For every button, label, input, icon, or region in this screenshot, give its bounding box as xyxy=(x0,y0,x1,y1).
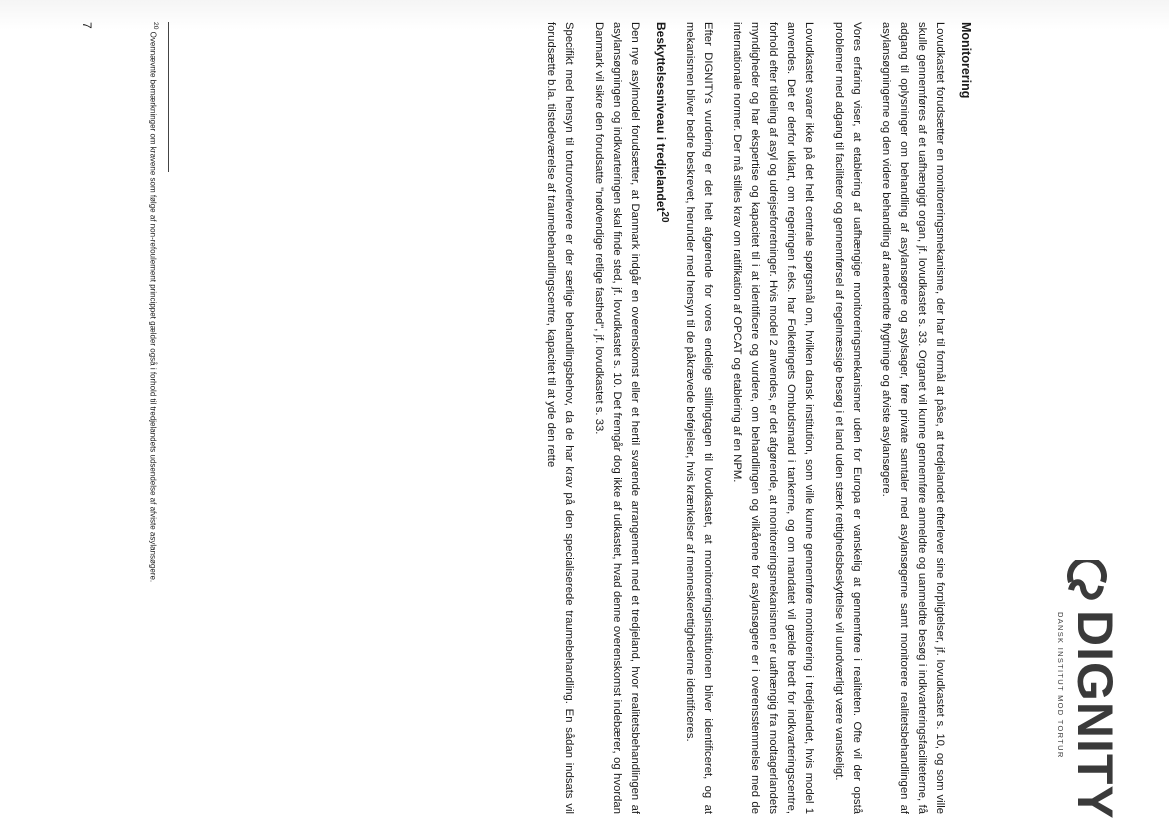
footnote xyxy=(146,22,161,812)
main-text xyxy=(531,22,973,814)
subsection-heading-text: Beskyttelsesniveau i tredjelandet xyxy=(653,22,668,212)
paragraph: Den nye asylmodel forudsætter, at Danmark indgår en overenskomst eller et hertil svarende arrangement med et tredjeland, hvor realitetsbehandlingen af asylansøgningen og indkvarteringen skal finde sted, jf. lovudkastet s. 10. Det fremgår dog ikke af udkastet, hvad denne overenskomst indebærer, og hvordan Danmark vil sikre den forudsatte "nødvendige retlige fasthed", jf. lovudkastet s. 33. xyxy=(592,22,641,814)
subsection-heading xyxy=(654,22,670,814)
footnote-text: Ovennævnte bemærkninger om kravene som følge af non-refoulement princippet gælder også i forhold til tredjelandets udsendelse af afviste asylansøgere. xyxy=(148,31,158,583)
page-number: 7 xyxy=(80,22,94,29)
footnote-reference: 20 xyxy=(658,211,670,223)
footnote-divider xyxy=(168,22,169,172)
paragraph: Efter DIGNITYs vurdering er det helt afgørende for vores endelige stillingtagen til lovudkastet, at monitoreringsinstitutionen bliver identificeret, og at mekanismen bliver bedre beskrevet, herunder med hensyn til de påkrævede beføjelser, hvis krænkelser af menneskerettighederne identificeres. xyxy=(683,22,714,814)
dignity-logo xyxy=(1019,560,1169,820)
logo-wordmark: DIGNITY xyxy=(1067,610,1123,820)
paragraph: Lovudkastet forudsætter en monitoreringsmekanisme, der har til formål at påse, at tredjelandet efterlever sine forpligtelser, jf. lovudkastet s. 10, og som ville skulle gennemføres af et uafhængigt organ, jf. lovudkastet s. 33. Organet vil kunne gennemføre anmeldte og uanmeldte besøg i indkvarteringsfaciliteterne, få adgang til oplysninger om behandling af asylansøgere og asylsager, føre private samtaler med asylansøgerne samt monitorere realitetsbehandlingen af asylansøgningerne og den videre behandling af anerkendte flygtninge og afviste asylansøgere. xyxy=(879,22,946,814)
dignity-mark-icon xyxy=(1063,560,1111,608)
paragraph: Specifikt med hensyn til torturoverlevere er der særlige behandlingsbehov, da de har krav på den specialiserede traumebehandling. En sådan indsats vil forudsætte b.la. tilstedeværelse af traumebehandlingscentre, kapacitet til at yde den rette xyxy=(545,22,576,814)
paragraph: Lovudkastet svarer ikke på det helt centrale spørgsmål om, hvilken dansk institution, som ville kunne gennemføre monitorering i tredjelandet, hvis model 1 anvendes. Det er derfor uklart, om regeringen f.eks. har Folketingets Ombudsmand i tankerne, og om mandatet vil gælde bredt for indkvarteringscentre, forhold efter tildeling af asyl og udrejseforretninger. Hvis model 2 anvendes, er det afgørende, at monitoreringsmekanismen er uafhængig fra modtagerlandets myndigheder og har ekspertise og kapacitet til i at identificere og vurdere, om behandlingen og vilkårene for asylansøgere er i overensstemmelse med de internationale normer. Der må stilles krav om ratifikation af OPCAT og etablering af en NPM. xyxy=(731,22,816,814)
section-heading: Monitorering xyxy=(959,22,973,99)
logo-tagline: DANSK INSTITUT MOD TORTUR xyxy=(1056,612,1065,759)
paragraph: Vores erfaring viser, at etablering af uafhængige monitoreringsmekanismer uden for Europa er vanskelig at gennemføre i realiteten. Ofte vil der opstå problemer med adgang til faciliteter og gennemførsel af regelmæssige besøg i et land uden stærk rettighedsbeskyttelse vil uundværligt være vanskeligt. xyxy=(832,22,863,814)
footnote-number: 20 xyxy=(152,22,159,30)
